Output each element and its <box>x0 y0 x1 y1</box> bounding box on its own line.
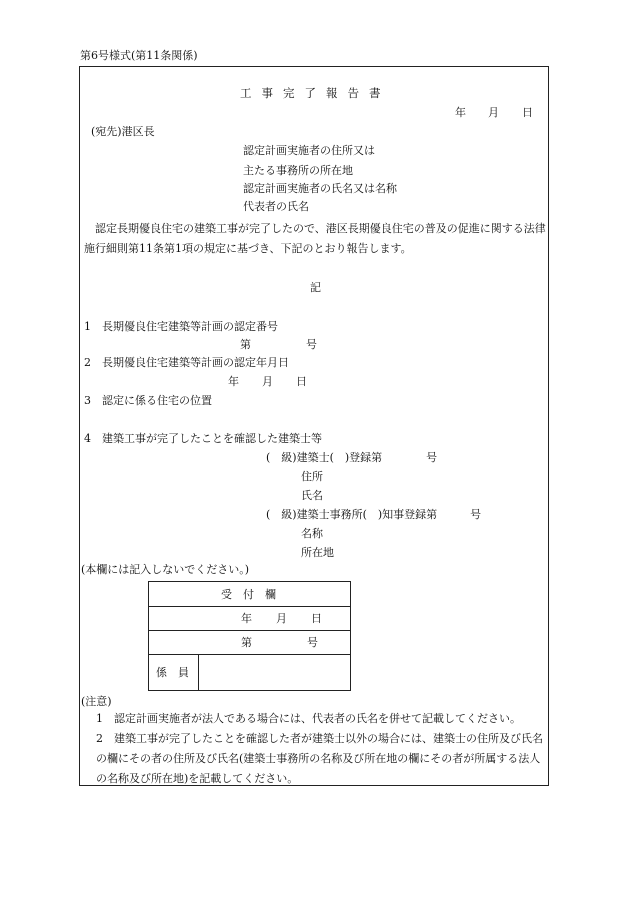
table-divider <box>149 606 350 607</box>
reception-date-year: 年 <box>241 612 252 625</box>
item4-label: 4 建築工事が完了したことを確認した建築士等 <box>84 432 322 445</box>
page-title: 工事完了報告書 <box>240 86 391 100</box>
architect-registration: ( 級)建築士( )登録第 号 <box>266 451 438 464</box>
reception-table <box>148 581 351 691</box>
reception-date-day: 日 <box>311 612 322 625</box>
applicant-address-line1: 認定計画実施者の住所又は <box>243 144 375 157</box>
table-divider <box>149 630 350 631</box>
item3-label: 3 認定に係る住宅の位置 <box>84 394 212 407</box>
body-text: 認定長期優良住宅の建築工事が完了したので、港区長期優良住宅の普及の促進に関する法律施行細則第11条第1項の規定に基づき、下記のとおり報告します。 <box>84 222 546 255</box>
staff-label: 係 員 <box>156 666 189 679</box>
applicant-address-line2: 主たる事務所の所在地 <box>243 164 353 177</box>
applicant-name-line2: 代表者の氏名 <box>243 200 309 213</box>
office-use-note: (本欄には記入しないでください。) <box>81 563 250 576</box>
note-2: 2 建築工事が完了したことを確認した者が建築士以外の場合には、建築士の住所及び氏名の欄にその者の住所及び氏名(建築士事務所の名称及び所在地の欄にその者が所属する法人の名称及び所在地)を記載してください。 <box>96 732 543 785</box>
item2-year: 年 <box>228 375 239 388</box>
architect-address: 住所 <box>301 470 323 483</box>
office-registration: ( 級)建築士事務所( )知事登録第 号 <box>266 508 482 521</box>
ki-heading: 記 <box>310 281 321 294</box>
note-1: 1 認定計画実施者が法人である場合には、代表者の氏名を併せて記載してください。 <box>96 712 521 725</box>
form-id: 第6号様式(第11条関係) <box>80 49 198 62</box>
header-date-year: 年 <box>455 106 466 119</box>
header-date-day: 日 <box>522 106 533 119</box>
reception-date-month: 月 <box>276 612 287 625</box>
notes-heading: (注意) <box>81 695 112 708</box>
item1-value: 第 号 <box>240 338 317 351</box>
item2-day: 日 <box>296 375 307 388</box>
item2-month: 月 <box>262 375 273 388</box>
table-divider <box>149 654 350 655</box>
architect-name: 氏名 <box>301 489 323 502</box>
reception-header: 受 付 欄 <box>221 588 276 601</box>
applicant-name-line1: 認定計画実施者の氏名又は名称 <box>243 182 397 195</box>
office-name: 名称 <box>301 527 323 540</box>
header-date-month: 月 <box>488 106 499 119</box>
item2-label: 2 長期優良住宅建築等計画の認定年月日 <box>84 356 289 369</box>
office-location: 所在地 <box>301 546 334 559</box>
table-divider <box>198 654 199 690</box>
item1-label: 1 長期優良住宅建築等計画の認定番号 <box>84 320 278 333</box>
reception-number: 第 号 <box>241 636 318 649</box>
addressee: (宛先)港区長 <box>91 125 155 138</box>
